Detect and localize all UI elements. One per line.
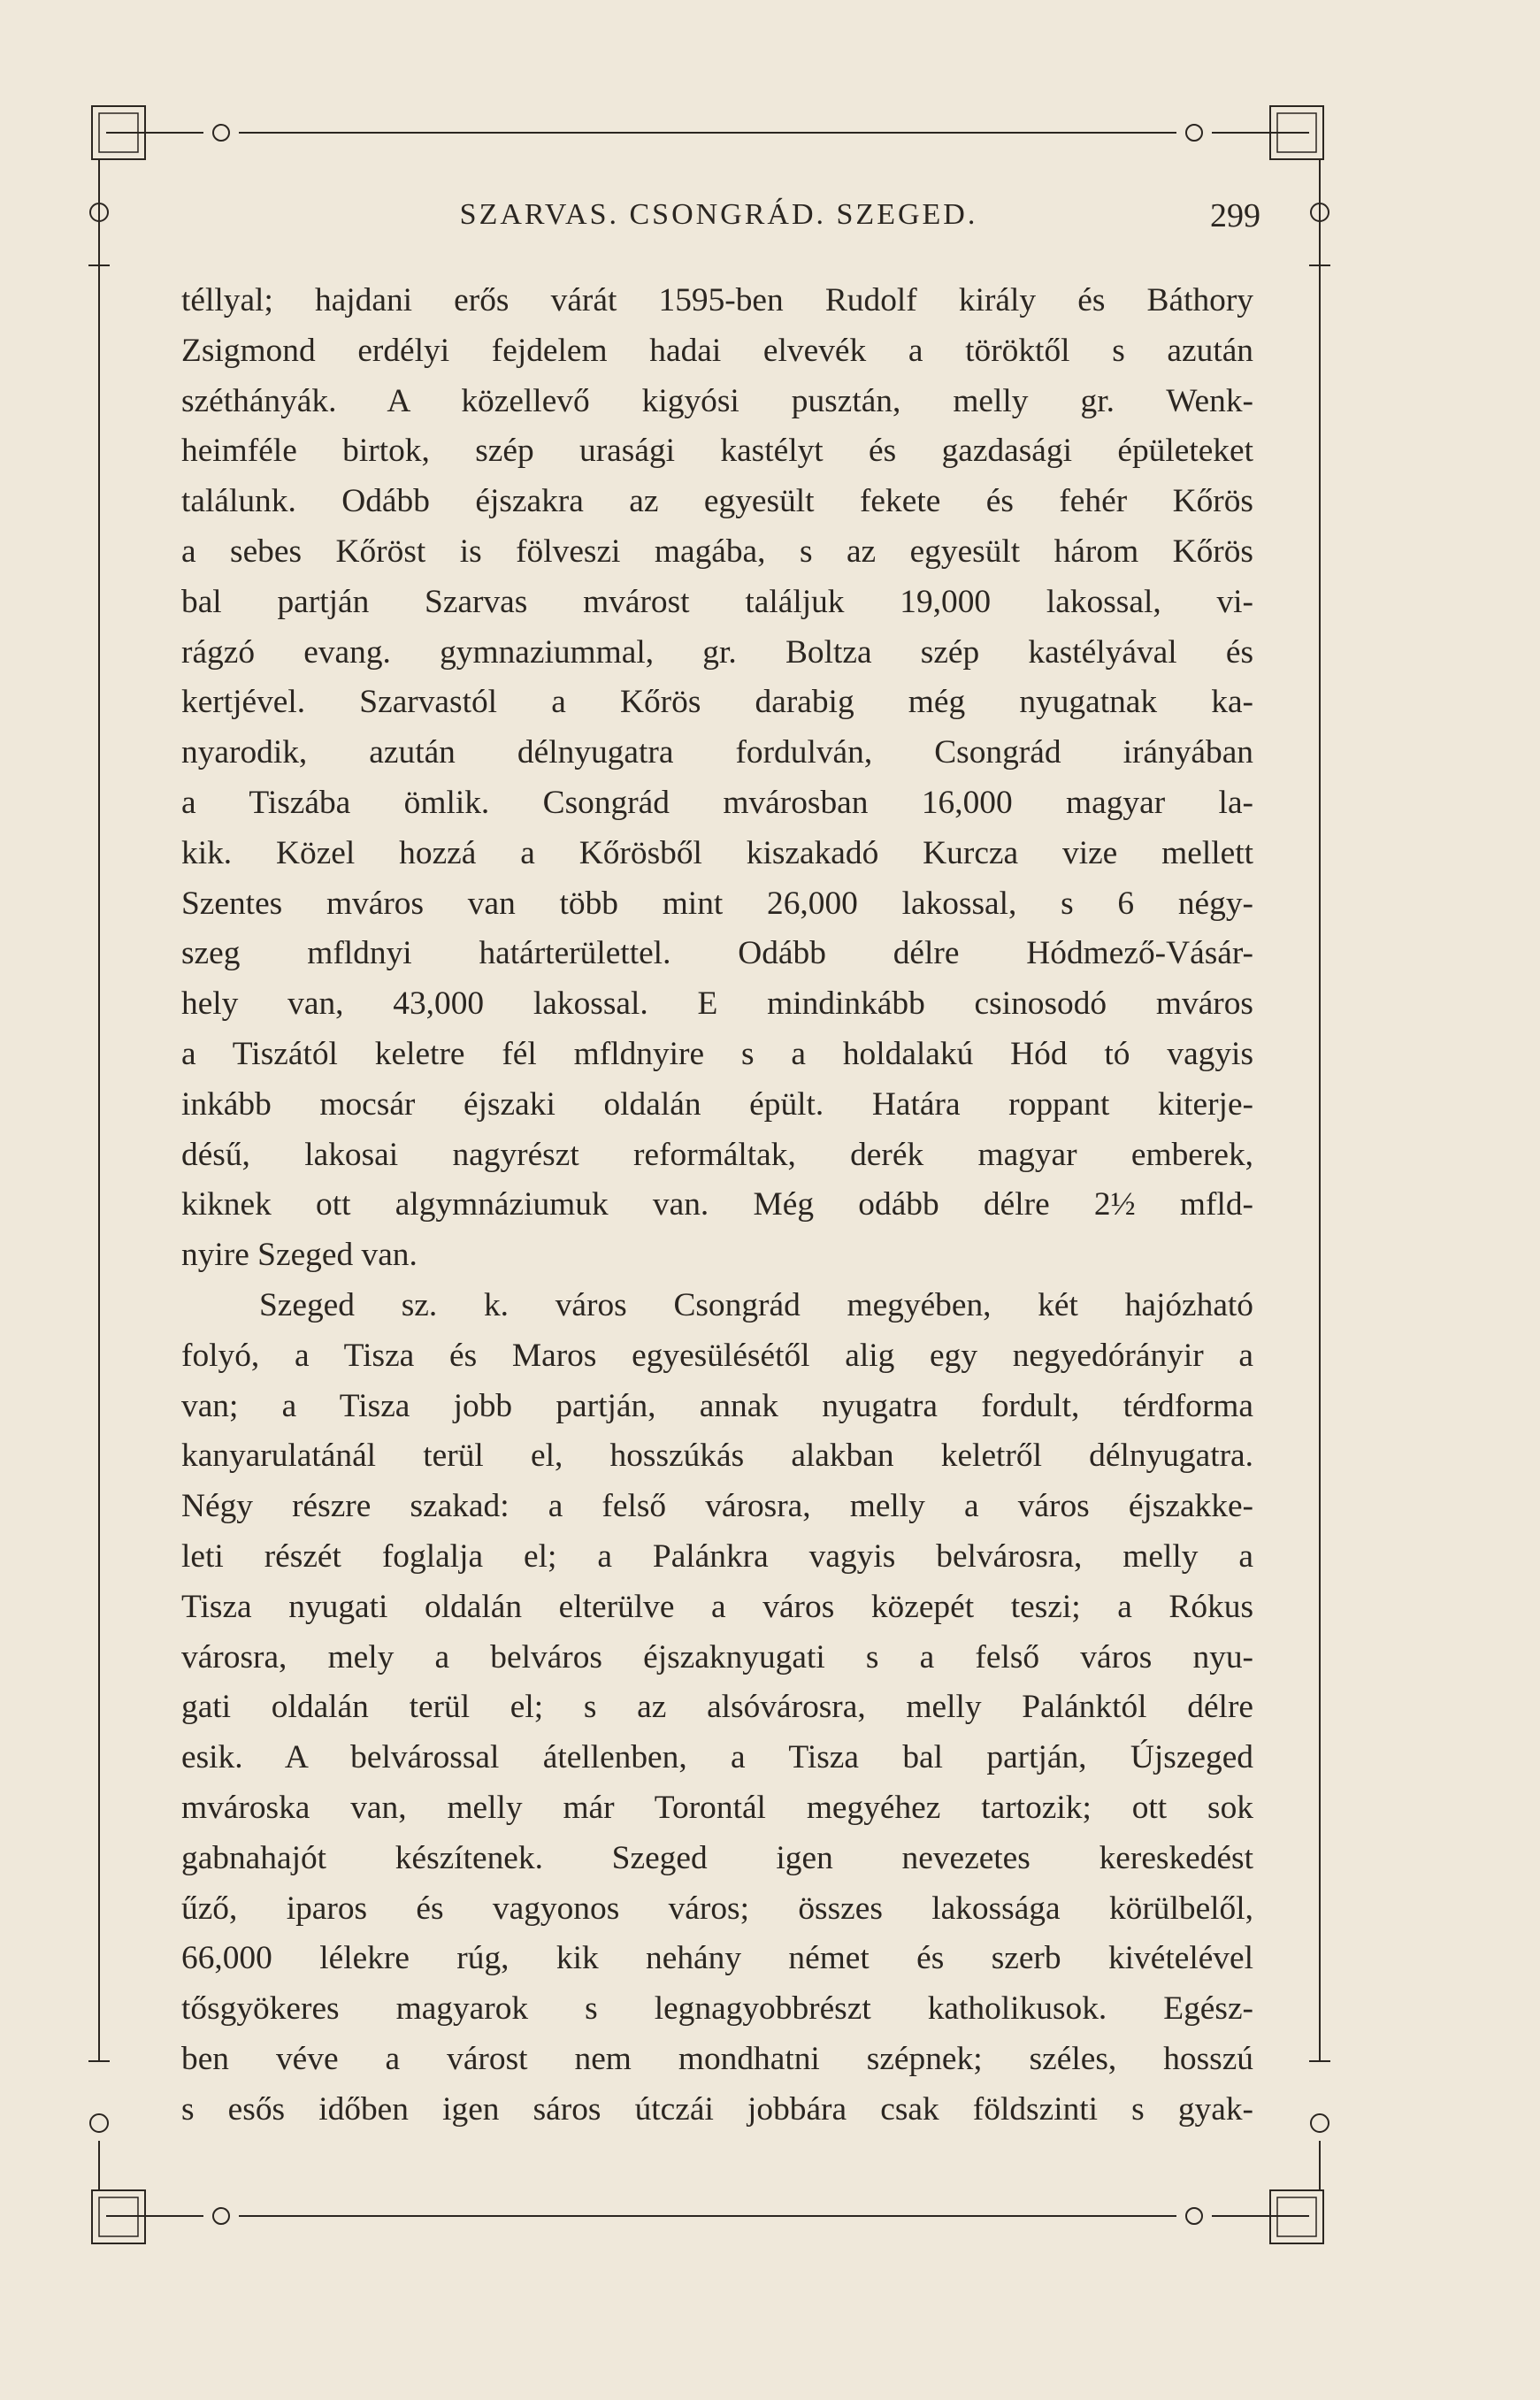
text-line: inkább mocsár éjszaki oldalán épült. Határa roppant kiterje- [181, 1085, 1253, 1123]
text-line: Tisza nyugati oldalán elterülve a város közepét teszi; a Rókus [181, 1588, 1253, 1625]
text-line: Négy részre szakad: a felső városra, melly a város éjszakke- [181, 1488, 1253, 1525]
text-line: 66,000 lélekre rúg, kik nehány német és szerb kivételével [181, 1940, 1253, 1977]
text-line: a Tiszától keletre fél mfldnyire s a holdalakú Hód tó vagyis [181, 1035, 1253, 1072]
text-line: leti részét foglalja el; a Palánkra vagyis belvárosra, melly a [181, 1537, 1253, 1575]
text-line: szeg mfldnyi határterülettel. Odább délre Hódmező-Vásár- [181, 935, 1253, 972]
text-line: heimféle birtok, szép urasági kastélyt és gazdasági épületeket [181, 433, 1253, 470]
text-line: a Tiszába ömlik. Csongrád mvárosban 16,000 magyar la- [181, 784, 1253, 821]
text-line: hely van, 43,000 lakossal. E mindinkább csinosodó mváros [181, 985, 1253, 1023]
text-line: mvároska van, melly már Torontál megyéhez tartozik; ott sok [181, 1789, 1253, 1826]
text-line: bal partján Szarvas mvárost találjuk 19,000 lakossal, vi- [181, 583, 1253, 620]
text-line: ben véve a várost nem mondhatni szépnek; széles, hosszú [181, 2040, 1253, 2077]
text-line: Szentes mváros van több mint 26,000 lakossal, s 6 négy- [181, 885, 1253, 922]
running-title: SZARVAS. CSONGRÁD. SZEGED. [459, 198, 978, 231]
text-line: nyarodik, azután délnyugatra fordulván, Csongrád irányában [181, 734, 1253, 771]
text-line: van; a Tisza jobb partján, annak nyugatra fordult, térdforma [181, 1387, 1253, 1424]
text-line: széthányák. A közellevő kigyósi pusztán, melly gr. Wenk- [181, 382, 1253, 419]
text-line: s esős időben igen sáros útczái jobbára csak földszinti s gyak- [181, 2090, 1253, 2128]
page-number: 299 [1210, 197, 1260, 234]
text-line: városra, mely a belváros éjszaknyugati s a felső város nyu- [181, 1638, 1253, 1675]
text-line: rágzó evang. gymnaziummal, gr. Boltza szép kastélyával és [181, 633, 1253, 671]
text-line: kiknek ott algymnáziumuk van. Még odább délre 2½ mfld- [181, 1186, 1253, 1223]
text-line: folyó, a Tisza és Maros egyesülésétől alig egy negyedórányir a [181, 1337, 1253, 1374]
text-line: gabnahajót készítenek. Szeged igen nevezetes kereskedést [181, 1839, 1253, 1876]
text-line: désű, lakosai nagyrészt reformáltak, derék magyar emberek, [181, 1136, 1253, 1173]
text-line: űző, iparos és vagyonos város; összes lakossága körülbelől, [181, 1890, 1253, 1927]
text-line: téllyal; hajdani erős várát 1595-ben Rudolf király és Báthory [181, 282, 1253, 318]
running-header [177, 189, 1260, 242]
text-line: esik. A belvárossal átellenben, a Tisza bal partján, Újszeged [181, 1739, 1253, 1776]
text-line: kik. Közel hozzá a Kőrösből kiszakadó Kurcza vize mellett [181, 834, 1253, 871]
text-line: kanyarulatánál terül el, hosszúkás alakban keletről délnyugatra. [181, 1438, 1253, 1475]
text-line: nyire Szeged van. [181, 1237, 418, 1274]
body-text [181, 276, 1253, 2135]
text-line: Szeged sz. k. város Csongrád megyében, két hajózható [259, 1286, 1253, 1323]
text-line: tősgyökeres magyarok s legnagyobbrészt katholikusok. Egész- [181, 1990, 1253, 2028]
text-line: gati oldalán terül el; s az alsóvárosra, melly Palánktól délre [181, 1689, 1253, 1726]
text-line: Zsigmond erdélyi fejdelem hadai elvevék a töröktől s azután [181, 332, 1253, 369]
text-line: a sebes Kőröst is fölveszi magába, s az egyesült három Kőrös [181, 533, 1253, 570]
text-line: kertjével. Szarvastól a Kőrös darabig még nyugatnak ka- [181, 684, 1253, 721]
text-line: találunk. Odább éjszakra az egyesült fekete és fehér Kőrös [181, 483, 1253, 520]
